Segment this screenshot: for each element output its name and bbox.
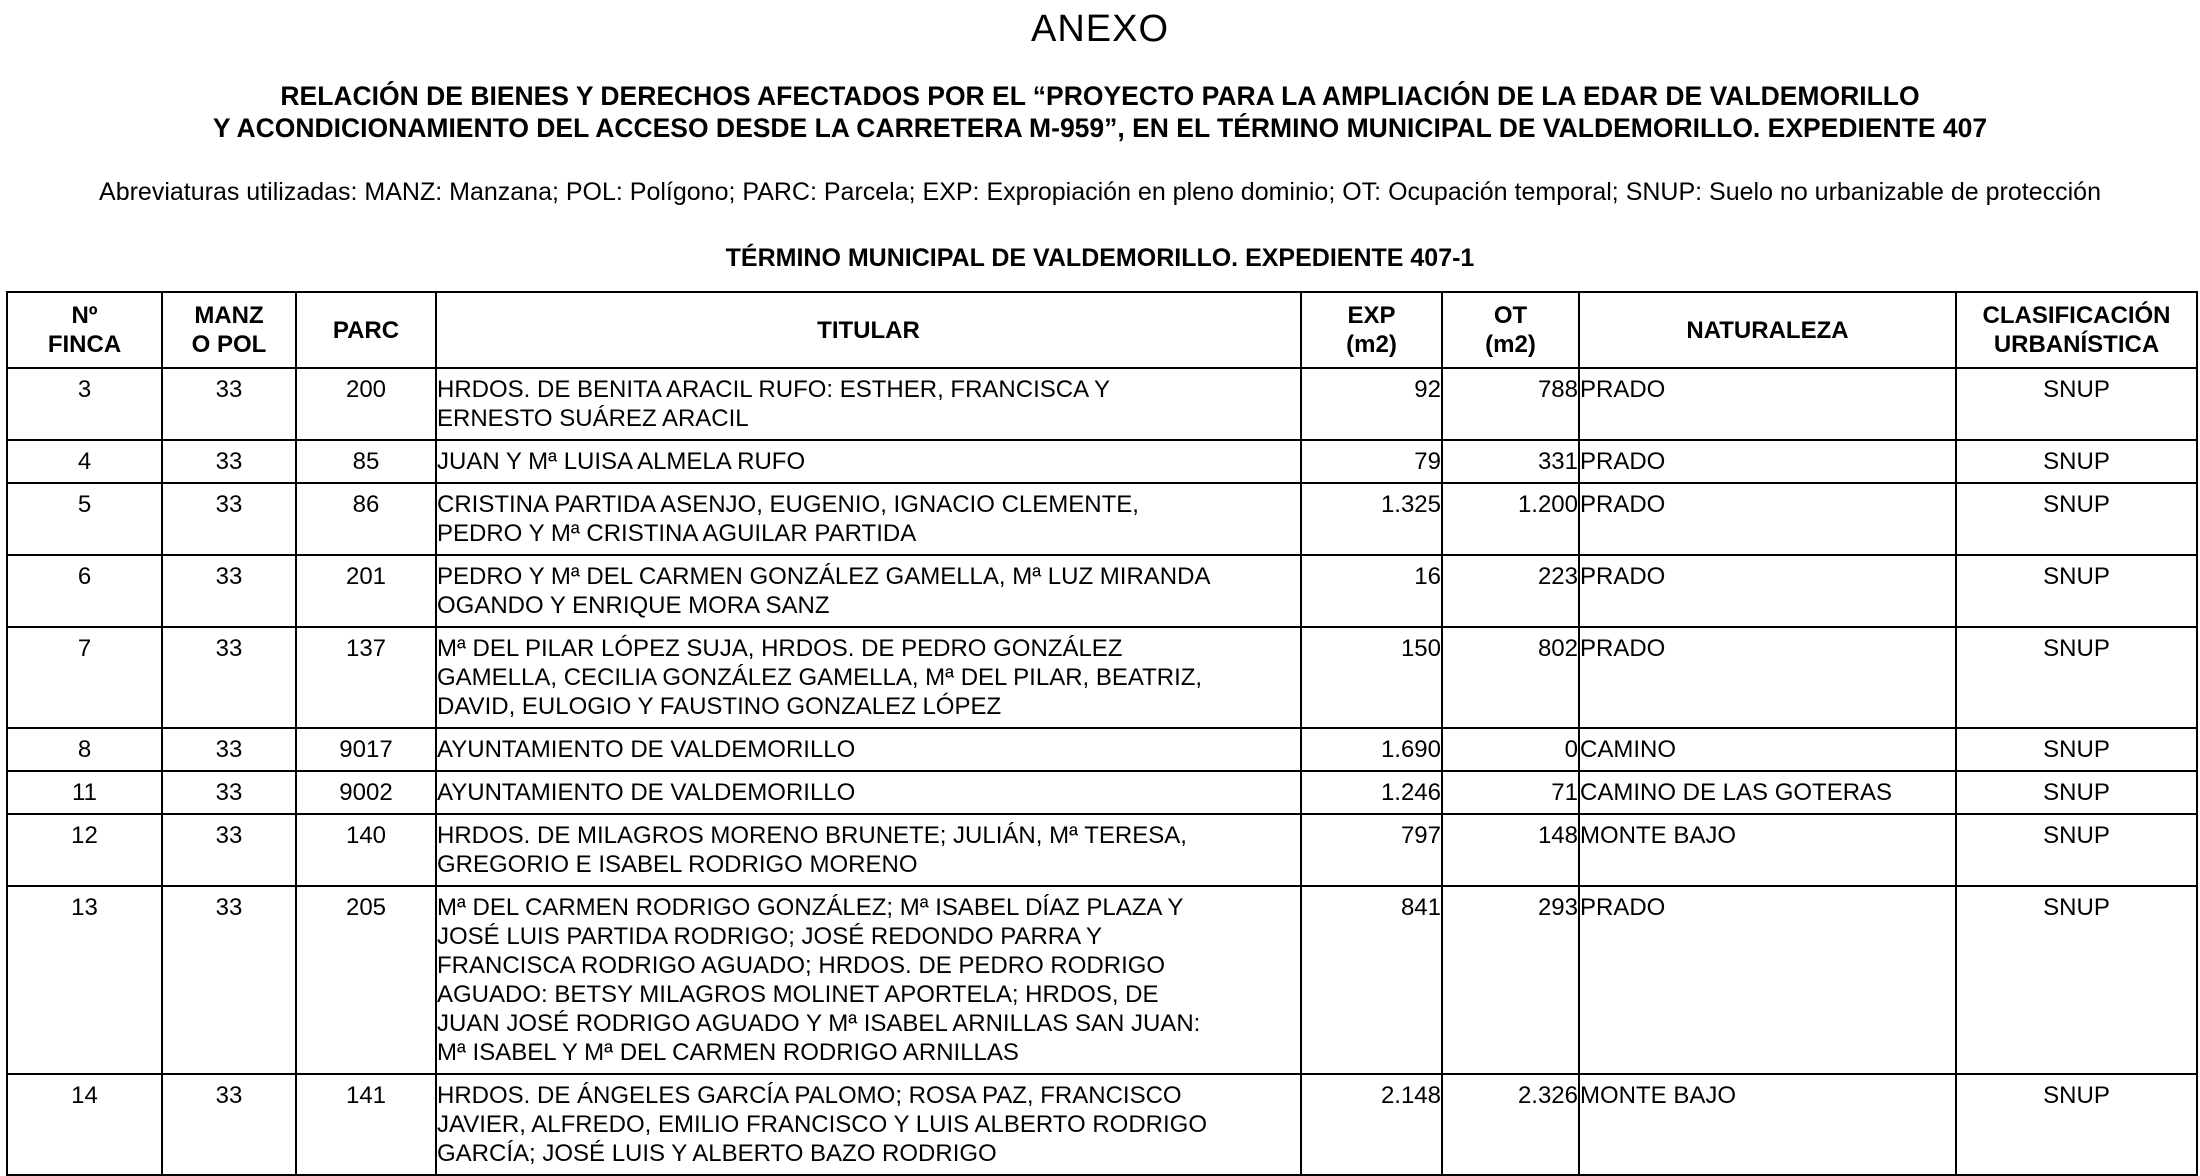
cell-ot: 788 xyxy=(1442,368,1579,440)
titular-line: OGANDO Y ENRIQUE MORA SANZ xyxy=(437,592,830,619)
table-row xyxy=(7,627,2197,728)
cell-clasificacion: SNUP xyxy=(1956,627,2197,728)
cell-clasificacion: SNUP xyxy=(1956,728,2197,771)
table-header-row xyxy=(7,292,2197,368)
cell-parc: 201 xyxy=(296,555,436,627)
table-row xyxy=(7,555,2197,627)
titular-line: JUAN JOSÉ RODRIGO AGUADO Y Mª ISABEL ARNILLAS SAN JUAN: xyxy=(437,1010,1201,1037)
cell-exp: 1.325 xyxy=(1301,483,1442,555)
cell-manz-pol: 33 xyxy=(162,368,296,440)
cell-parc: 141 xyxy=(296,1074,436,1175)
titular-line: Mª DEL CARMEN RODRIGO GONZÁLEZ; Mª ISABEL DÍAZ PLAZA Y xyxy=(437,894,1184,921)
col-header-finca-line-1: Nº xyxy=(71,302,98,329)
cell-titular xyxy=(436,814,1301,886)
table-row xyxy=(7,368,2197,440)
cell-finca: 13 xyxy=(7,886,162,1074)
cell-titular xyxy=(436,1074,1301,1175)
col-header-ot-line-1: OT xyxy=(1493,302,1528,329)
cell-titular xyxy=(436,728,1301,771)
cell-clasificacion: SNUP xyxy=(1956,1074,2197,1175)
cell-manz-pol: 33 xyxy=(162,555,296,627)
cell-manz-pol: 33 xyxy=(162,886,296,1074)
cell-naturaleza: PRADO xyxy=(1579,555,1956,627)
cell-titular xyxy=(436,483,1301,555)
titular-line: Mª DEL PILAR LÓPEZ SUJA, HRDOS. DE PEDRO GONZÁLEZ xyxy=(437,635,1123,662)
cell-ot: 148 xyxy=(1442,814,1579,886)
titular-line: HRDOS. DE MILAGROS MORENO BRUNETE; JULIÁN, Mª TERESA, xyxy=(437,822,1187,849)
titular-line: AGUADO: BETSY MILAGROS MOLINET APORTELA; HRDOS, DE xyxy=(437,981,1159,1008)
cell-finca: 5 xyxy=(7,483,162,555)
cell-finca: 11 xyxy=(7,771,162,814)
cell-parc: 205 xyxy=(296,886,436,1074)
cell-manz-pol: 33 xyxy=(162,1074,296,1175)
titular-line: JOSÉ LUIS PARTIDA RODRIGO; JOSÉ REDONDO PARRA Y xyxy=(437,923,1103,950)
cell-parc: 9017 xyxy=(296,728,436,771)
cell-manz-pol: 33 xyxy=(162,814,296,886)
titular-line: GARCÍA; JOSÉ LUIS Y ALBERTO BAZO RODRIGO xyxy=(437,1140,997,1167)
col-header-naturaleza: NATURALEZA xyxy=(1579,292,1956,368)
titular-line: AYUNTAMIENTO DE VALDEMORILLO xyxy=(437,736,856,763)
cell-exp: 150 xyxy=(1301,627,1442,728)
table-row xyxy=(7,886,2197,1074)
relation-title-line-2: Y ACONDICIONAMIENTO DEL ACCESO DESDE LA CARRETERA M-959”, EN EL TÉRMINO MUNICIPAL DE VALDEMORILLO. EXPEDIENTE 407 xyxy=(212,113,1988,143)
cell-ot: 71 xyxy=(1442,771,1579,814)
cell-naturaleza: PRADO xyxy=(1579,368,1956,440)
col-header-finca xyxy=(7,292,162,368)
col-header-ot-line-2: (m2) xyxy=(1485,331,1536,358)
cell-titular xyxy=(436,771,1301,814)
cell-exp: 1.246 xyxy=(1301,771,1442,814)
table-row xyxy=(7,728,2197,771)
titular-line: JAVIER, ALFREDO, EMILIO FRANCISCO Y LUIS ALBERTO RODRIGO xyxy=(437,1111,1207,1138)
cell-ot: 331 xyxy=(1442,440,1579,483)
cell-exp: 2.148 xyxy=(1301,1074,1442,1175)
titular-line: HRDOS. DE ÁNGELES GARCÍA PALOMO; ROSA PAZ, FRANCISCO xyxy=(437,1082,1182,1109)
cell-titular xyxy=(436,440,1301,483)
cell-finca: 12 xyxy=(7,814,162,886)
col-header-manz-line-1: MANZ xyxy=(194,302,264,329)
cell-parc: 137 xyxy=(296,627,436,728)
table-row xyxy=(7,814,2197,886)
cell-naturaleza: PRADO xyxy=(1579,627,1956,728)
titular-line: DAVID, EULOGIO Y FAUSTINO GONZALEZ LÓPEZ xyxy=(437,693,1002,720)
col-header-clasificacion-line-2: URBANÍSTICA xyxy=(1993,331,2160,358)
cell-naturaleza: PRADO xyxy=(1579,886,1956,1074)
col-header-exp xyxy=(1301,292,1442,368)
cell-finca: 7 xyxy=(7,627,162,728)
cell-parc: 200 xyxy=(296,368,436,440)
cell-clasificacion: SNUP xyxy=(1956,483,2197,555)
cell-parc: 140 xyxy=(296,814,436,886)
cell-ot: 802 xyxy=(1442,627,1579,728)
cell-parc: 85 xyxy=(296,440,436,483)
cell-manz-pol: 33 xyxy=(162,771,296,814)
cell-finca: 6 xyxy=(7,555,162,627)
cell-manz-pol: 33 xyxy=(162,483,296,555)
cell-clasificacion: SNUP xyxy=(1956,814,2197,886)
cell-parc: 86 xyxy=(296,483,436,555)
table-row xyxy=(7,1074,2197,1175)
col-header-clasificacion-line-1: CLASIFICACIÓN xyxy=(1982,302,2171,329)
titular-line: GAMELLA, CECILIA GONZÁLEZ GAMELLA, Mª DEL PILAR, BEATRIZ, xyxy=(437,664,1203,691)
cell-clasificacion: SNUP xyxy=(1956,440,2197,483)
table-body xyxy=(7,368,2197,1175)
cell-ot: 0 xyxy=(1442,728,1579,771)
page-title: ANEXO xyxy=(1030,8,1170,50)
cell-naturaleza: PRADO xyxy=(1579,483,1956,555)
col-header-manz-line-2: O POL xyxy=(191,331,267,358)
cell-naturaleza: CAMINO DE LAS GOTERAS xyxy=(1579,771,1956,814)
cell-titular xyxy=(436,555,1301,627)
cell-naturaleza: MONTE BAJO xyxy=(1579,814,1956,886)
cell-exp: 1.690 xyxy=(1301,728,1442,771)
cell-exp: 92 xyxy=(1301,368,1442,440)
titular-line: FRANCISCA RODRIGO AGUADO; HRDOS. DE PEDRO RODRIGO xyxy=(437,952,1166,979)
cell-clasificacion: SNUP xyxy=(1956,771,2197,814)
cell-naturaleza: PRADO xyxy=(1579,440,1956,483)
cell-manz-pol: 33 xyxy=(162,728,296,771)
cell-finca: 8 xyxy=(7,728,162,771)
cell-exp: 841 xyxy=(1301,886,1442,1074)
titular-line: Mª ISABEL Y Mª DEL CARMEN RODRIGO ARNILLAS xyxy=(437,1039,1019,1066)
cell-manz-pol: 33 xyxy=(162,440,296,483)
relation-title xyxy=(0,80,2200,144)
col-header-finca-line-2: FINCA xyxy=(47,331,122,358)
col-header-ot xyxy=(1442,292,1579,368)
col-header-clasificacion xyxy=(1956,292,2197,368)
cell-ot: 2.326 xyxy=(1442,1074,1579,1175)
section-title: TÉRMINO MUNICIPAL DE VALDEMORILLO. EXPEDIENTE 407-1 xyxy=(725,244,1475,272)
titular-line: AYUNTAMIENTO DE VALDEMORILLO xyxy=(437,779,856,806)
cell-clasificacion: SNUP xyxy=(1956,886,2197,1074)
titular-line: GREGORIO E ISABEL RODRIGO MORENO xyxy=(437,851,918,878)
cell-titular xyxy=(436,627,1301,728)
cell-parc: 9002 xyxy=(296,771,436,814)
titular-line: PEDRO Y Mª CRISTINA AGUILAR PARTIDA xyxy=(437,520,917,547)
cell-exp: 797 xyxy=(1301,814,1442,886)
relation-title-line-1: RELACIÓN DE BIENES Y DERECHOS AFECTADOS POR EL “PROYECTO PARA LA AMPLIACIÓN DE LA EDAR DE VALDEMORILLO xyxy=(280,81,1920,111)
cell-ot: 1.200 xyxy=(1442,483,1579,555)
cell-naturaleza: MONTE BAJO xyxy=(1579,1074,1956,1175)
cell-finca: 14 xyxy=(7,1074,162,1175)
cell-ot: 293 xyxy=(1442,886,1579,1074)
cell-clasificacion: SNUP xyxy=(1956,368,2197,440)
cell-finca: 4 xyxy=(7,440,162,483)
cell-ot: 223 xyxy=(1442,555,1579,627)
titular-line: CRISTINA PARTIDA ASENJO, EUGENIO, IGNACIO CLEMENTE, xyxy=(437,491,1139,518)
col-header-exp-line-2: (m2) xyxy=(1346,331,1397,358)
titular-line: JUAN Y Mª LUISA ALMELA RUFO xyxy=(437,448,806,475)
table-row xyxy=(7,483,2197,555)
affected-properties-table xyxy=(6,291,2198,1176)
col-header-manz-pol xyxy=(162,292,296,368)
col-header-exp-line-1: EXP xyxy=(1347,302,1396,329)
cell-exp: 16 xyxy=(1301,555,1442,627)
cell-clasificacion: SNUP xyxy=(1956,555,2197,627)
cell-finca: 3 xyxy=(7,368,162,440)
table-row xyxy=(7,440,2197,483)
col-header-titular: TITULAR xyxy=(436,292,1301,368)
col-header-parc: PARC xyxy=(296,292,436,368)
cell-titular xyxy=(436,368,1301,440)
cell-titular xyxy=(436,886,1301,1074)
titular-line: ERNESTO SUÁREZ ARACIL xyxy=(437,405,749,432)
table-row xyxy=(7,771,2197,814)
cell-exp: 79 xyxy=(1301,440,1442,483)
abbreviations-note: Abreviaturas utilizadas: MANZ: Manzana; POL: Polígono; PARC: Parcela; EXP: Expropiación en pleno dominio; OT: Ocupación temporal; SNUP: Suelo no urbanizable de protección xyxy=(99,178,2101,206)
titular-line: PEDRO Y Mª DEL CARMEN GONZÁLEZ GAMELLA, Mª LUZ MIRANDA xyxy=(437,563,1211,590)
cell-manz-pol: 33 xyxy=(162,627,296,728)
cell-naturaleza: CAMINO xyxy=(1579,728,1956,771)
titular-line: HRDOS. DE BENITA ARACIL RUFO: ESTHER, FRANCISCA Y xyxy=(437,376,1111,403)
